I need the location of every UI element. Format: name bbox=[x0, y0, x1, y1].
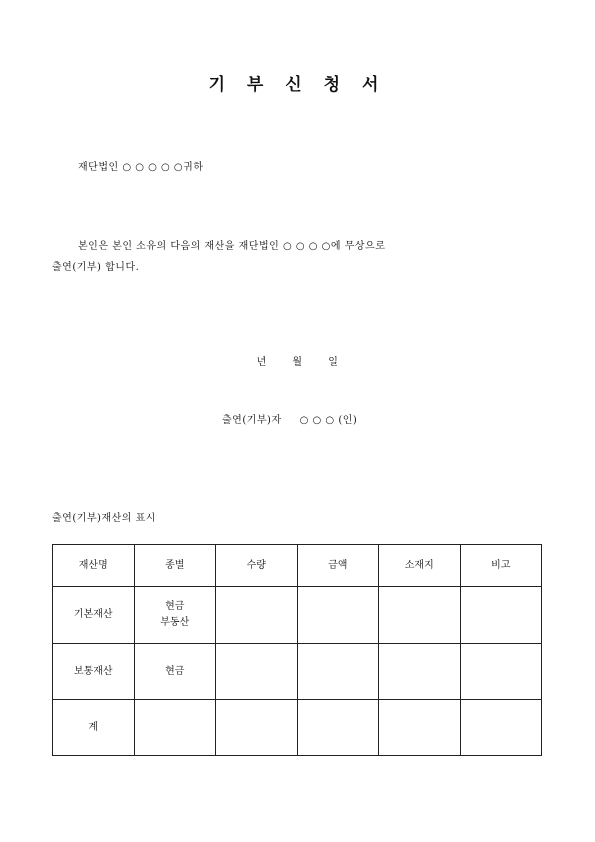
addressee: 재단법인 ○ ○ ○ ○ ○귀하 bbox=[78, 162, 204, 173]
header-cell: 금액 bbox=[297, 545, 379, 587]
amount-cell bbox=[297, 644, 379, 700]
header-cell: 수량 bbox=[216, 545, 298, 587]
table-caption: 출연(기부)재산의 표시 bbox=[52, 513, 156, 524]
location-cell bbox=[379, 700, 461, 756]
note-cell bbox=[460, 587, 542, 644]
asset-type-line: 부동산 bbox=[160, 617, 190, 628]
header-cell: 재산명 bbox=[53, 545, 135, 587]
asset-type-cell bbox=[134, 644, 216, 700]
header-cell: 비고 bbox=[460, 545, 542, 587]
asset-name-cell: 보통재산 bbox=[53, 644, 135, 700]
table-header-row bbox=[53, 545, 542, 587]
asset-type-line: 현금 bbox=[165, 601, 185, 612]
document-title: 기 부 신 청 서 bbox=[208, 75, 387, 95]
asset-table bbox=[52, 544, 542, 756]
table-row bbox=[53, 587, 542, 644]
asset-type-line: 현금 bbox=[165, 665, 185, 677]
location-cell bbox=[379, 587, 461, 644]
asset-name-cell: 기본재산 bbox=[53, 587, 135, 644]
quantity-cell bbox=[216, 700, 298, 756]
table-row bbox=[53, 644, 542, 700]
location-cell bbox=[379, 644, 461, 700]
amount-cell bbox=[297, 587, 379, 644]
quantity-cell bbox=[216, 587, 298, 644]
body-text-line-1: 본인은 본인 소유의 다음의 재산을 재단법인 ○ ○ ○ ○에 무상으로 bbox=[78, 241, 386, 252]
asset-type-cell bbox=[134, 700, 216, 756]
note-cell bbox=[460, 644, 542, 700]
body-text-line-2: 출연(기부) 합니다. bbox=[52, 262, 140, 273]
note-cell bbox=[460, 700, 542, 756]
header-cell: 종별 bbox=[134, 545, 216, 587]
amount-cell bbox=[297, 700, 379, 756]
date-line: 년 월 일 bbox=[256, 357, 339, 368]
asset-type-cell bbox=[134, 587, 216, 644]
header-cell: 소재지 bbox=[379, 545, 461, 587]
quantity-cell bbox=[216, 644, 298, 700]
table-total-row bbox=[53, 700, 542, 756]
total-label-cell: 계 bbox=[53, 700, 135, 756]
donor-signature: ○ ○ ○ (인) bbox=[299, 415, 358, 426]
donor-line bbox=[222, 411, 357, 426]
donor-label: 출연(기부)자 bbox=[222, 415, 282, 426]
